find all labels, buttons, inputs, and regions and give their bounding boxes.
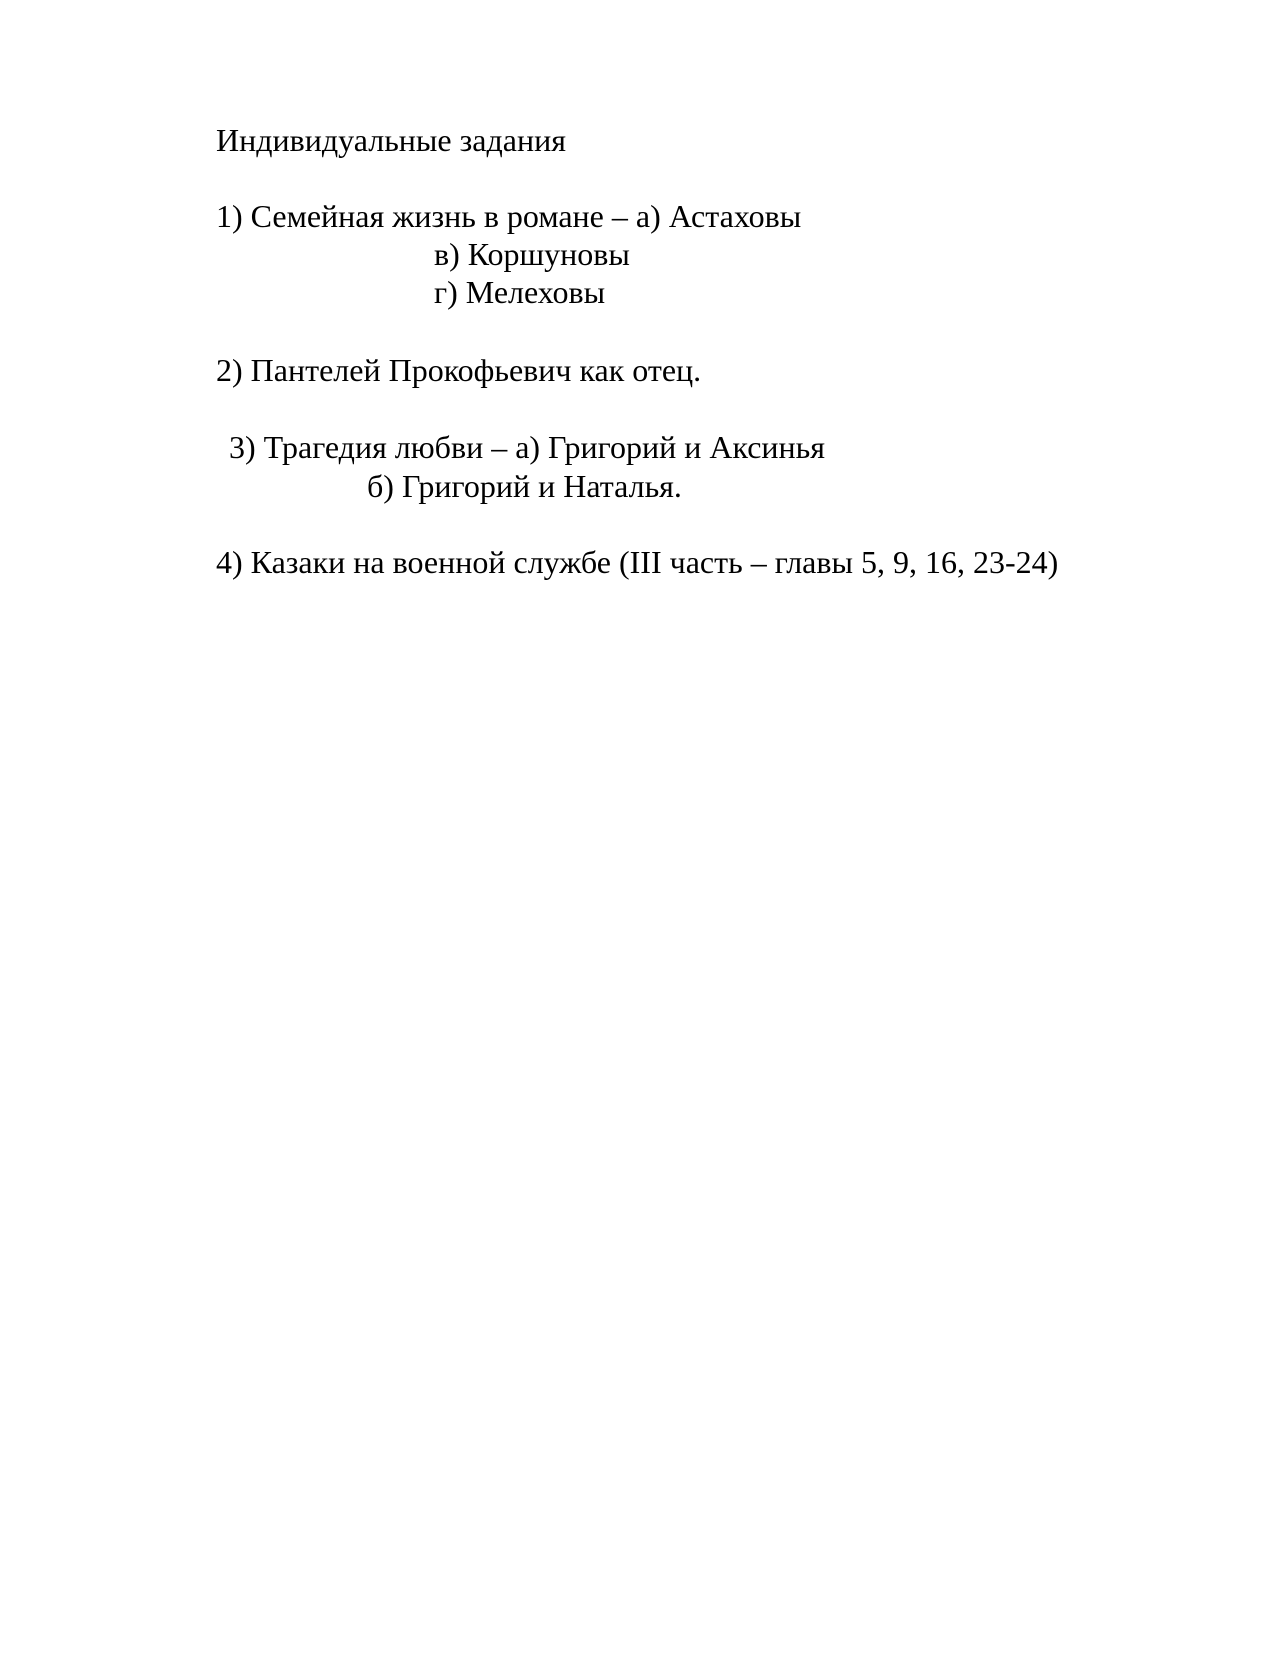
page-heading: Индивидуальные задания — [216, 122, 566, 158]
task-1-line-b: в) Коршуновы — [434, 236, 630, 272]
task-3-line-b: б) Григорий и Наталья. — [367, 468, 682, 504]
task-1-line-c: г) Мелеховы — [434, 274, 606, 310]
task-3-line-a: 3) Трагедия любви – а) Григорий и Аксинья — [229, 429, 825, 465]
task-1-line-a: 1) Семейная жизнь в романе – а) Астаховы — [216, 198, 802, 234]
task-4-line: 4) Казаки на военной службе (III часть – главы 5, 9, 16, 23-24) — [216, 544, 1059, 580]
task-2-line: 2) Пантелей Прокофьевич как отец. — [216, 352, 702, 388]
